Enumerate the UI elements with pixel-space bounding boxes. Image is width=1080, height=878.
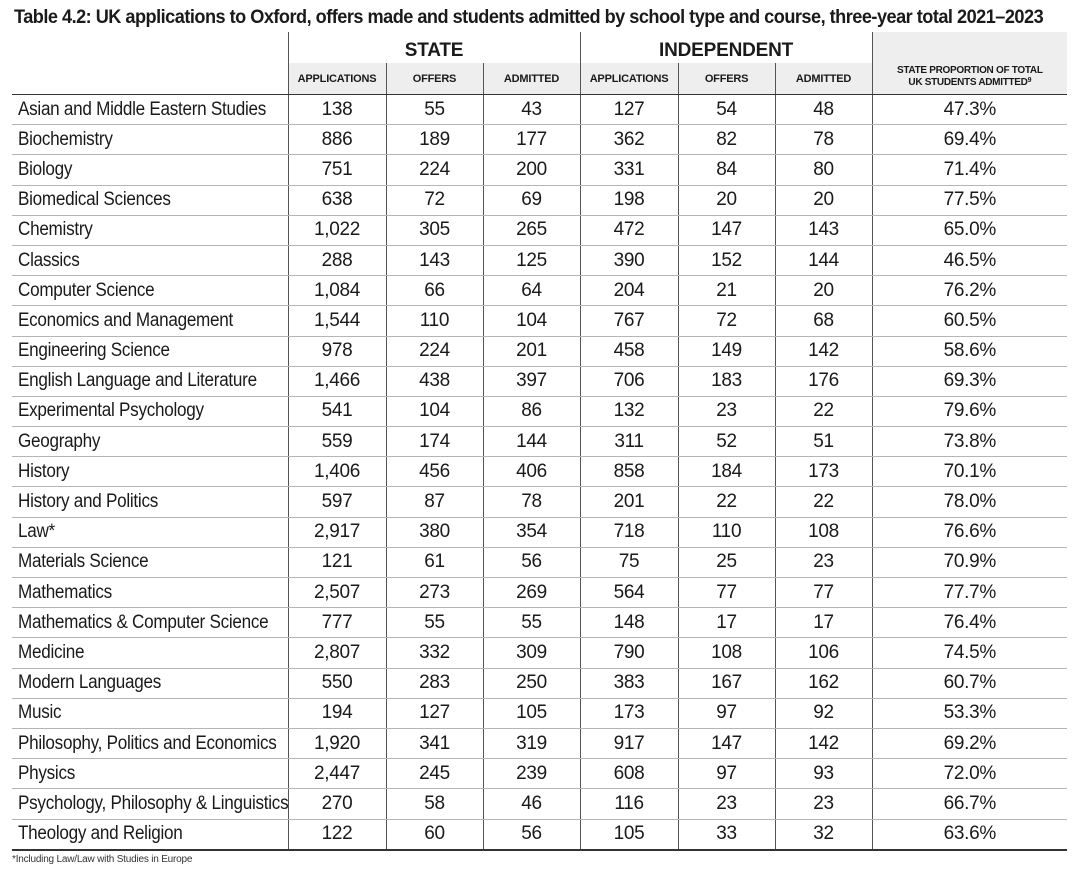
table-row	[12, 517, 1067, 547]
independent-applications-cell: 127	[580, 95, 678, 125]
course-name-cell	[12, 578, 288, 608]
table-row	[12, 155, 1067, 185]
independent-offers-cell: 54	[678, 95, 775, 125]
state-admitted-cell: 64	[483, 276, 580, 306]
state-offers-cell: 60	[386, 819, 483, 850]
independent-applications-cell: 362	[580, 125, 678, 155]
state-offers-cell: 61	[386, 547, 483, 577]
state-offers-cell: 224	[386, 155, 483, 185]
state-applications-cell: 1,920	[288, 728, 386, 758]
course-name-cell	[12, 276, 288, 306]
independent-admitted-cell: 51	[775, 427, 872, 457]
independent-offers-cell: 33	[678, 819, 775, 850]
independent-applications-cell: 105	[580, 819, 678, 850]
course-name: Computer Science	[18, 279, 155, 301]
course-name: Geography	[18, 430, 101, 452]
header-independent-offers: OFFERS	[678, 63, 775, 95]
course-name-cell	[12, 668, 288, 698]
independent-offers-cell: 97	[678, 759, 775, 789]
independent-offers-cell: 110	[678, 517, 775, 547]
table-row	[12, 276, 1067, 306]
state-admitted-cell: 78	[483, 487, 580, 517]
independent-applications-cell: 858	[580, 457, 678, 487]
state-offers-cell: 110	[386, 306, 483, 336]
independent-admitted-cell: 108	[775, 517, 872, 547]
independent-applications-cell: 706	[580, 366, 678, 396]
state-applications-cell: 559	[288, 427, 386, 457]
state-offers-cell: 245	[386, 759, 483, 789]
course-name-cell	[12, 427, 288, 457]
header-blank	[12, 32, 288, 63]
state-proportion-cell: 69.4%	[872, 125, 1067, 155]
independent-applications-cell: 790	[580, 638, 678, 668]
independent-offers-cell: 77	[678, 578, 775, 608]
independent-offers-cell: 23	[678, 396, 775, 426]
table-row	[12, 215, 1067, 245]
independent-applications-cell: 116	[580, 789, 678, 819]
course-name: Biomedical Sciences	[18, 189, 171, 211]
state-applications-cell: 541	[288, 396, 386, 426]
state-admitted-cell: 69	[483, 185, 580, 215]
independent-admitted-cell: 162	[775, 668, 872, 698]
independent-applications-cell: 472	[580, 215, 678, 245]
state-applications-cell: 638	[288, 185, 386, 215]
independent-applications-cell: 608	[580, 759, 678, 789]
independent-admitted-cell: 143	[775, 215, 872, 245]
independent-offers-cell: 152	[678, 245, 775, 275]
table-row	[12, 547, 1067, 577]
state-proportion-cell: 53.3%	[872, 698, 1067, 728]
state-offers-cell: 332	[386, 638, 483, 668]
state-admitted-cell: 319	[483, 728, 580, 758]
state-offers-cell: 438	[386, 366, 483, 396]
state-applications-cell: 2,507	[288, 578, 386, 608]
course-name-cell	[12, 125, 288, 155]
independent-offers-cell: 72	[678, 306, 775, 336]
course-name-cell	[12, 759, 288, 789]
independent-offers-cell: 147	[678, 728, 775, 758]
independent-offers-cell: 97	[678, 698, 775, 728]
independent-applications-cell: 390	[580, 245, 678, 275]
state-offers-cell: 174	[386, 427, 483, 457]
independent-admitted-cell: 68	[775, 306, 872, 336]
admissions-table	[12, 32, 1067, 851]
state-proportion-cell: 69.3%	[872, 366, 1067, 396]
course-name: Economics and Management	[18, 309, 234, 331]
course-name: Psychology, Philosophy & Linguistics	[18, 792, 289, 814]
state-admitted-cell: 144	[483, 427, 580, 457]
independent-applications-cell: 148	[580, 608, 678, 638]
state-admitted-cell: 104	[483, 306, 580, 336]
table-row	[12, 427, 1067, 457]
state-proportion-cell: 58.6%	[872, 336, 1067, 366]
header-state-admitted: ADMITTED	[483, 63, 580, 95]
independent-offers-cell: 84	[678, 155, 775, 185]
independent-offers-cell: 25	[678, 547, 775, 577]
course-name: Experimental Psychology	[18, 400, 204, 422]
table-body	[12, 95, 1067, 850]
table-row	[12, 608, 1067, 638]
state-admitted-cell: 239	[483, 759, 580, 789]
course-name: English Language and Literature	[18, 370, 257, 392]
header-independent-admitted: ADMITTED	[775, 63, 872, 95]
table-row	[12, 306, 1067, 336]
independent-offers-cell: 21	[678, 276, 775, 306]
state-offers-cell: 104	[386, 396, 483, 426]
state-applications-cell: 777	[288, 608, 386, 638]
state-admitted-cell: 265	[483, 215, 580, 245]
proportion-header-line1: STATE PROPORTION OF TOTAL	[896, 65, 1043, 76]
course-name-cell	[12, 155, 288, 185]
independent-applications-cell: 458	[580, 336, 678, 366]
course-name-cell	[12, 306, 288, 336]
state-applications-cell: 194	[288, 698, 386, 728]
header-state-applications: APPLICATIONS	[288, 63, 386, 95]
independent-admitted-cell: 77	[775, 578, 872, 608]
course-name-cell	[12, 245, 288, 275]
table-row	[12, 819, 1067, 850]
independent-offers-cell: 23	[678, 789, 775, 819]
independent-offers-cell: 20	[678, 185, 775, 215]
table-row	[12, 457, 1067, 487]
independent-offers-cell: 22	[678, 487, 775, 517]
course-name: Engineering Science	[18, 340, 170, 362]
independent-admitted-cell: 173	[775, 457, 872, 487]
state-proportion-cell: 76.4%	[872, 608, 1067, 638]
state-applications-cell: 138	[288, 95, 386, 125]
independent-admitted-cell: 92	[775, 698, 872, 728]
independent-admitted-cell: 48	[775, 95, 872, 125]
state-admitted-cell: 354	[483, 517, 580, 547]
independent-applications-cell: 767	[580, 306, 678, 336]
course-name-cell	[12, 638, 288, 668]
independent-applications-cell: 201	[580, 487, 678, 517]
footnote: *Including Law/Law with Studies in Europe	[12, 854, 193, 865]
independent-admitted-cell: 93	[775, 759, 872, 789]
state-offers-cell: 72	[386, 185, 483, 215]
state-admitted-cell: 200	[483, 155, 580, 185]
course-name-cell	[12, 728, 288, 758]
independent-admitted-cell: 17	[775, 608, 872, 638]
independent-offers-cell: 149	[678, 336, 775, 366]
state-offers-cell: 87	[386, 487, 483, 517]
course-name: Materials Science	[18, 551, 149, 573]
state-offers-cell: 273	[386, 578, 483, 608]
independent-admitted-cell: 20	[775, 185, 872, 215]
state-admitted-cell: 55	[483, 608, 580, 638]
group-header-state: STATE	[288, 32, 580, 63]
state-admitted-cell: 105	[483, 698, 580, 728]
course-name-cell	[12, 547, 288, 577]
state-admitted-cell: 43	[483, 95, 580, 125]
course-name: Law*	[18, 521, 55, 543]
state-admitted-cell: 397	[483, 366, 580, 396]
course-name-cell	[12, 457, 288, 487]
independent-applications-cell: 311	[580, 427, 678, 457]
state-admitted-cell: 125	[483, 245, 580, 275]
independent-applications-cell: 331	[580, 155, 678, 185]
state-admitted-cell: 46	[483, 789, 580, 819]
course-name: History and Politics	[18, 491, 159, 513]
state-proportion-cell: 60.7%	[872, 668, 1067, 698]
table-row	[12, 396, 1067, 426]
independent-offers-cell: 167	[678, 668, 775, 698]
state-offers-cell: 66	[386, 276, 483, 306]
course-name-cell	[12, 215, 288, 245]
table-row	[12, 728, 1067, 758]
state-applications-cell: 1,406	[288, 457, 386, 487]
independent-admitted-cell: 78	[775, 125, 872, 155]
independent-admitted-cell: 142	[775, 728, 872, 758]
independent-admitted-cell: 20	[775, 276, 872, 306]
course-name: Biochemistry	[18, 128, 113, 150]
table-row	[12, 578, 1067, 608]
course-name: Medicine	[18, 641, 85, 663]
independent-offers-cell: 52	[678, 427, 775, 457]
state-admitted-cell: 250	[483, 668, 580, 698]
state-proportion-cell: 69.2%	[872, 728, 1067, 758]
state-proportion-cell: 76.6%	[872, 517, 1067, 547]
proportion-footnote-marker: 9	[1027, 77, 1032, 84]
table-row	[12, 125, 1067, 155]
state-offers-cell: 55	[386, 95, 483, 125]
course-name-cell	[12, 396, 288, 426]
group-header-row	[12, 32, 1067, 63]
independent-applications-cell: 718	[580, 517, 678, 547]
state-offers-cell: 189	[386, 125, 483, 155]
state-offers-cell: 127	[386, 698, 483, 728]
state-offers-cell: 143	[386, 245, 483, 275]
state-offers-cell: 305	[386, 215, 483, 245]
course-name-cell	[12, 789, 288, 819]
state-proportion-cell: 71.4%	[872, 155, 1067, 185]
state-proportion-cell: 77.5%	[872, 185, 1067, 215]
independent-admitted-cell: 23	[775, 547, 872, 577]
independent-offers-cell: 17	[678, 608, 775, 638]
table-row	[12, 759, 1067, 789]
table-row	[12, 245, 1067, 275]
course-name-cell	[12, 366, 288, 396]
independent-applications-cell: 383	[580, 668, 678, 698]
table-row	[12, 366, 1067, 396]
independent-applications-cell: 204	[580, 276, 678, 306]
independent-admitted-cell: 23	[775, 789, 872, 819]
table-row	[12, 698, 1067, 728]
course-name: Classics	[18, 249, 80, 271]
course-name: Philosophy, Politics and Economics	[18, 732, 277, 754]
course-name-cell	[12, 517, 288, 547]
state-admitted-cell: 309	[483, 638, 580, 668]
state-offers-cell: 224	[386, 336, 483, 366]
course-name-cell	[12, 698, 288, 728]
state-offers-cell: 55	[386, 608, 483, 638]
independent-admitted-cell: 80	[775, 155, 872, 185]
state-offers-cell: 283	[386, 668, 483, 698]
state-proportion-cell: 77.7%	[872, 578, 1067, 608]
course-name: Mathematics	[18, 581, 112, 603]
independent-offers-cell: 183	[678, 366, 775, 396]
state-proportion-cell: 70.9%	[872, 547, 1067, 577]
state-applications-cell: 270	[288, 789, 386, 819]
course-name-cell	[12, 487, 288, 517]
course-name: Chemistry	[18, 219, 93, 241]
state-applications-cell: 978	[288, 336, 386, 366]
proportion-header-line2: UK STUDENTS ADMITTED	[908, 77, 1028, 88]
state-applications-cell: 550	[288, 668, 386, 698]
header-independent-applications: APPLICATIONS	[580, 63, 678, 95]
independent-admitted-cell: 176	[775, 366, 872, 396]
state-admitted-cell: 86	[483, 396, 580, 426]
table-row	[12, 789, 1067, 819]
table-row	[12, 638, 1067, 668]
state-applications-cell: 1,466	[288, 366, 386, 396]
state-applications-cell: 597	[288, 487, 386, 517]
state-proportion-cell: 63.6%	[872, 819, 1067, 850]
state-applications-cell: 1,084	[288, 276, 386, 306]
table-row	[12, 487, 1067, 517]
independent-admitted-cell: 22	[775, 396, 872, 426]
header-state-offers: OFFERS	[386, 63, 483, 95]
state-proportion-cell: 74.5%	[872, 638, 1067, 668]
course-name: Biology	[18, 158, 73, 180]
course-name-cell	[12, 336, 288, 366]
course-name: Physics	[18, 762, 76, 784]
state-proportion-cell: 73.8%	[872, 427, 1067, 457]
table-row	[12, 95, 1067, 125]
independent-admitted-cell: 106	[775, 638, 872, 668]
independent-offers-cell: 82	[678, 125, 775, 155]
state-applications-cell: 121	[288, 547, 386, 577]
table-row	[12, 336, 1067, 366]
state-proportion-cell: 72.0%	[872, 759, 1067, 789]
independent-applications-cell: 75	[580, 547, 678, 577]
state-applications-cell: 122	[288, 819, 386, 850]
table-row	[12, 668, 1067, 698]
course-name-cell	[12, 185, 288, 215]
independent-applications-cell: 132	[580, 396, 678, 426]
table-row	[12, 185, 1067, 215]
course-name: History	[18, 460, 70, 482]
independent-admitted-cell: 144	[775, 245, 872, 275]
state-applications-cell: 288	[288, 245, 386, 275]
independent-applications-cell: 917	[580, 728, 678, 758]
course-name: Mathematics & Computer Science	[18, 611, 269, 633]
table-title: Table 4.2: UK applications to Oxford, offers made and students admitted by school type and course, three-year total 2021–2023	[14, 6, 1044, 28]
state-admitted-cell: 56	[483, 819, 580, 850]
independent-offers-cell: 108	[678, 638, 775, 668]
state-applications-cell: 2,917	[288, 517, 386, 547]
independent-applications-cell: 198	[580, 185, 678, 215]
state-admitted-cell: 406	[483, 457, 580, 487]
course-name-cell	[12, 819, 288, 850]
state-applications-cell: 1,544	[288, 306, 386, 336]
state-proportion-cell: 65.0%	[872, 215, 1067, 245]
course-name: Theology and Religion	[18, 823, 183, 845]
header-state-proportion	[872, 32, 1067, 95]
state-applications-cell: 751	[288, 155, 386, 185]
state-applications-cell: 2,807	[288, 638, 386, 668]
state-admitted-cell: 269	[483, 578, 580, 608]
independent-admitted-cell: 32	[775, 819, 872, 850]
state-proportion-cell: 66.7%	[872, 789, 1067, 819]
state-admitted-cell: 56	[483, 547, 580, 577]
independent-admitted-cell: 22	[775, 487, 872, 517]
independent-offers-cell: 184	[678, 457, 775, 487]
course-name-cell	[12, 608, 288, 638]
state-offers-cell: 58	[386, 789, 483, 819]
state-offers-cell: 341	[386, 728, 483, 758]
state-offers-cell: 380	[386, 517, 483, 547]
state-applications-cell: 886	[288, 125, 386, 155]
header-blank-course	[12, 63, 288, 95]
independent-applications-cell: 173	[580, 698, 678, 728]
state-proportion-cell: 60.5%	[872, 306, 1067, 336]
course-name: Asian and Middle Eastern Studies	[18, 98, 267, 120]
group-header-independent: INDEPENDENT	[580, 32, 872, 63]
state-proportion-cell: 76.2%	[872, 276, 1067, 306]
state-applications-cell: 2,447	[288, 759, 386, 789]
state-admitted-cell: 201	[483, 336, 580, 366]
state-admitted-cell: 177	[483, 125, 580, 155]
state-proportion-cell: 47.3%	[872, 95, 1067, 125]
independent-offers-cell: 147	[678, 215, 775, 245]
state-applications-cell: 1,022	[288, 215, 386, 245]
independent-applications-cell: 564	[580, 578, 678, 608]
independent-admitted-cell: 142	[775, 336, 872, 366]
state-offers-cell: 456	[386, 457, 483, 487]
state-proportion-cell: 79.6%	[872, 396, 1067, 426]
state-proportion-cell: 78.0%	[872, 487, 1067, 517]
state-proportion-cell: 70.1%	[872, 457, 1067, 487]
course-name-cell	[12, 95, 288, 125]
course-name: Modern Languages	[18, 672, 162, 694]
state-proportion-cell: 46.5%	[872, 245, 1067, 275]
course-name: Music	[18, 702, 62, 724]
